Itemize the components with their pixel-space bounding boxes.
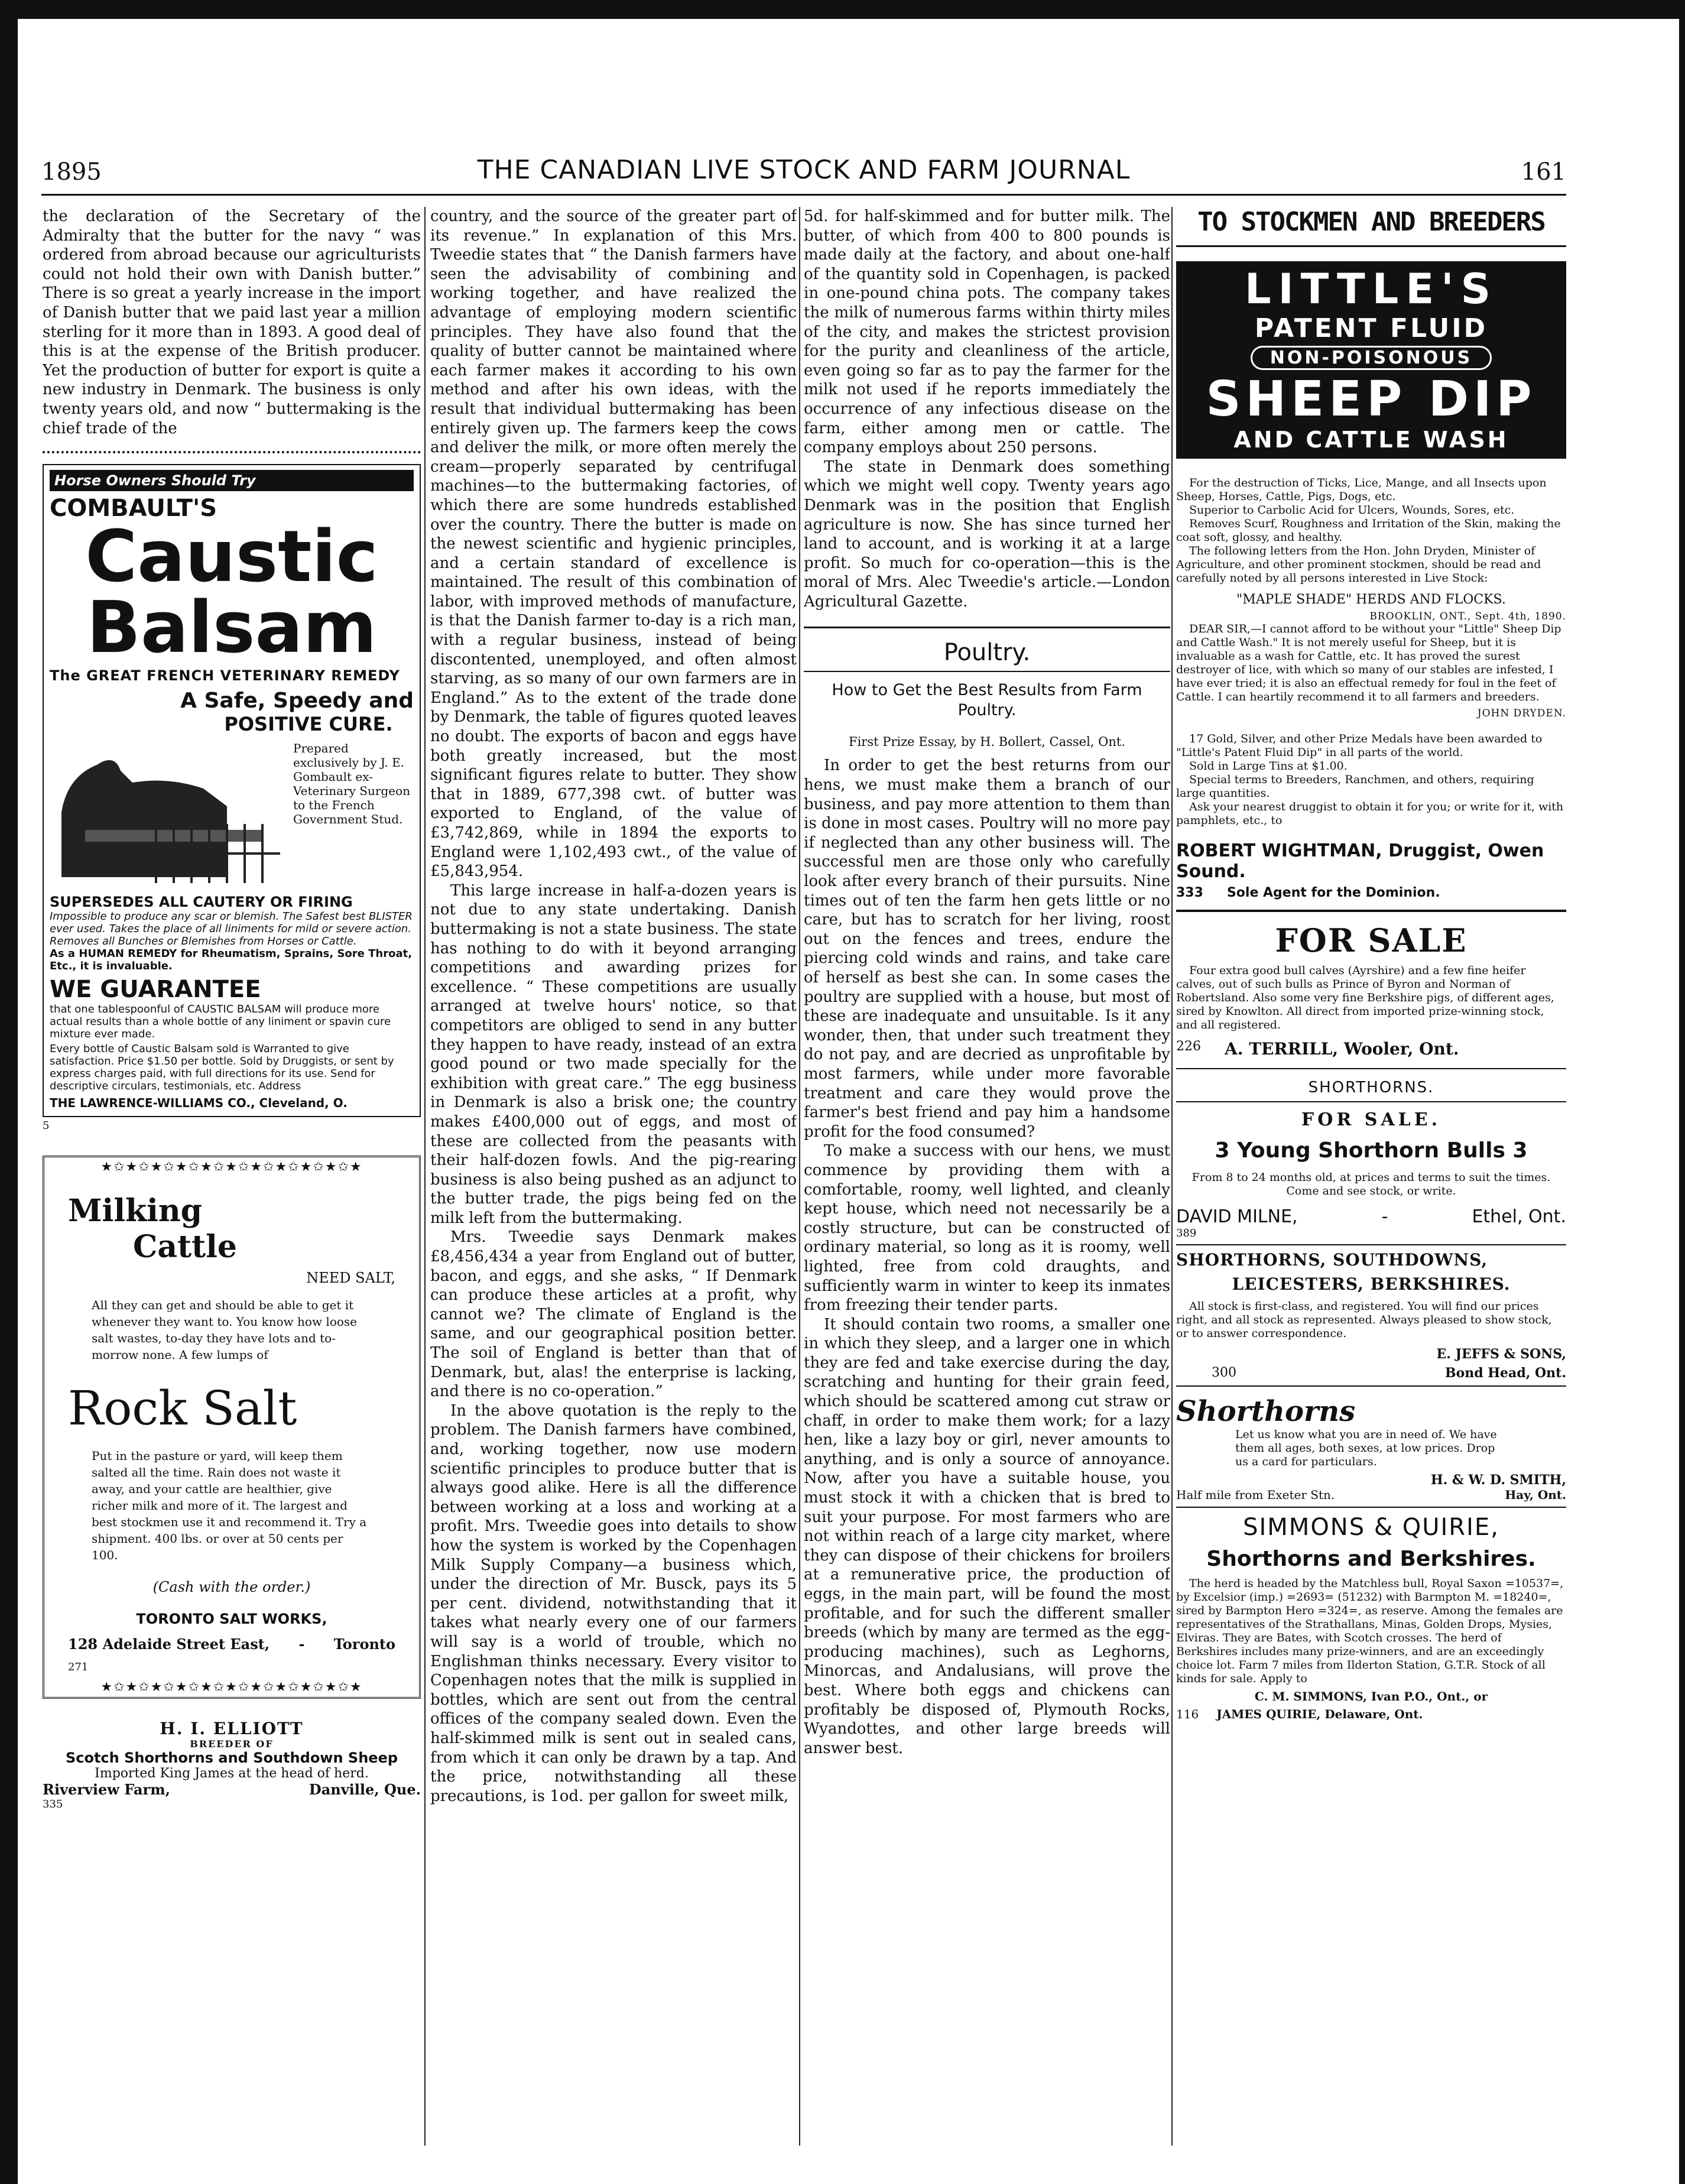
ad-agent: ROBERT WIGHTMAN, Druggist, Owen Sound.	[1176, 841, 1544, 882]
letter-heading: "MAPLE SHADE" HERDS AND FLOCKS.	[1236, 592, 1506, 607]
letter-signature: JOHN DRYDEN.	[1477, 708, 1566, 719]
ad-headline: 3 Young Shorthorn Bulls 3	[1215, 1138, 1528, 1163]
ad-copy: The herd is headed by the Matchless bull, Royal Saxon =10537=, by Excelsior (imp.) =2693= (51232) with Barmpton M. =18240=, sired by Barmpton Hero =324=, as reserve. Among the females are representatives of the Strathallans, Minas, Golden Drops, Mysies, Elviras. They are Bates, with Scotch crosses. The herd of Berkshires includes many prize-winners, and are an exceedingly choice lot. Farm 7 miles from Ilderton Station, G.T.R. Stock of all kinds for sale. Apply to	[1176, 1577, 1564, 1685]
paragraph: The state in Denmark does something which we might well copy. Twenty years ago Denmark was in the position that English agriculture is now. She has since turned her land to account, and is working it at a large profit. So much for co-operation—this is the moral of Mrs. Alec Tweedie's article.—London Agricultural Gazette.	[804, 457, 1170, 611]
divider	[1176, 1507, 1566, 1508]
ad-copy: Special terms to Breeders, Ranchmen, and others, requiring large quantities.	[1176, 773, 1534, 800]
ad-copy: All they can get and should be able to get it whenever they want to. You know how loose salt wastes, to-day they have lots and to-morrow none. A few lumps of	[92, 1298, 358, 1362]
ad-copy: Every bottle of Caustic Balsam sold is Warranted to give satisfaction. Price $1.50 per bottle. Sold by Druggists, or sent by express charges paid, with full directions for its use. Send for descriptive circulars, testimonials, etc. Address	[50, 1043, 394, 1093]
ad-signature: E. JEFFS & SONS,	[1436, 1346, 1566, 1362]
ad-supersedes: SUPERSEDES ALL CAUTERY OR FIRING	[50, 894, 353, 911]
ad-copy: Impossible to produce any scar or blemish. The Safest best BLISTER ever used. Takes the place of all liniments for mild or severe action. Removes all Bunches or Blemishes from Horses or Cattle.	[50, 910, 413, 948]
ad-number: 333	[1176, 885, 1203, 900]
ad-headline: LEICESTERS, BERKSHIRES.	[1232, 1274, 1511, 1294]
star-border: ★✩★✩★✩★✩★✩★✩★✩★✩★✩★✩★	[100, 1680, 363, 1695]
article-continuation	[43, 207, 421, 438]
paragraph: It should contain two rooms, a smaller one in which they sleep, and a larger one in which they are fed and take exercise during the day, scratching and hunting for their grain feed, which should be scattered among cut straw or chaff, in order to make them work; for a lazy hen, like a lazy boy or girl, never amounts to anything, and is only a source of annoyance. Now, after you have a suitable house, you must stock it with a chicken that is bred to suit your purpose. For most farmers who are not within reach of a large city market, where they can dispose of their chickens for broilers at a remunerative price, the production of eggs, in the main part, will be found the most profitable, and for such the different smaller breeds (which by many are termed as the egg-producing machines), such as Leghorns, Minorcas, and Andalusians, will prove the best. Where both eggs and chickens can profitably be disposed of, Plymouth Rocks, Wyandottes, and other large breeds will answer best.	[804, 1315, 1170, 1757]
section-rule	[804, 627, 1170, 628]
header-rule	[41, 194, 1566, 196]
ad-terms: (Cash with the order.)	[152, 1579, 311, 1596]
ad-copy: Put in the pasture or yard, will keep them salted all the time. Rain does not waste it away, and your cattle are healthier, give richer milk and more of it. The largest and best stockmen use it and recommend it. Try a shipment. 400 lbs. or over at 50 cents per 100.	[92, 1449, 367, 1563]
horse-illustration-row	[50, 741, 414, 889]
ad-address: THE LAWRENCE-WILLIAMS CO., Cleveland, O.	[50, 1096, 348, 1111]
ad-signature: DAVID MILNE,	[1176, 1206, 1298, 1227]
banner-line: SHEEP DIP	[1206, 371, 1537, 427]
paragraph: This large increase in half-a-dozen years is not due to any state undertaking. Danish buttermaking is not a state business. The state has nothing to do with it beyond arranging competitions and awarding prizes for excellence. “ These competitions are usually arranged at twelve hours' notice, so that competitors are obliged to send in any butter they happen to have ready, instead of an extra good pound or two made specially for the exhibition with great care.” The egg business in Denmark is also a brisk one; the country makes £400,000 out of eggs, and most of these are collected from the peasants with their half-dozen fowls. And the pig-rearing business is also being pushed as an adjunct to the butter trade, the pigs being fed on the milk left from the buttermaking.	[430, 881, 797, 1227]
ad-number: 226	[1176, 1039, 1201, 1054]
article-title: How to Get the Best Results from Farm Poultry.	[832, 681, 1142, 720]
ad-number: 335	[43, 1798, 63, 1811]
page-year: 1895	[41, 158, 102, 186]
ad-town: Ethel, Ont.	[1472, 1206, 1566, 1227]
page-header	[41, 155, 1566, 192]
ad-copy: that one tablespoonful of CAUSTIC BALSAM will produce more actual results than a whole bottle of any liniment or spavin cure mixture ever made.	[50, 1003, 391, 1041]
ad-copy: Let us know what you are in need of. We have them all ages, both sexes, at low prices. Drop us a card for particulars.	[1235, 1428, 1497, 1468]
ad-signature-line	[1176, 1488, 1566, 1502]
ad-signature: JAMES QUIRIE, Delaware, Ont.	[1216, 1707, 1423, 1721]
column-divider	[424, 207, 426, 2146]
sheep-dip-banner	[1176, 261, 1566, 459]
section-rule	[804, 671, 1170, 672]
paragraph: In order to get the best returns from our hens, we must make them a branch of our business, and pay more attention to them than is done in most cases. Poultry will no more pay if neglected than any other business will. The successful men are those only who carefully look after every branch of their pursuits. Nine times out of ten the farm hen gets little or no care, but has to scratch for her living, roost out on the fences and trees, endure the piercing cold winds and rains, and take care of herself as best she can. In some cases the poultry are supplied with a house, but most of these are inadequate and unsuitable. Is it any wonder, then, that under such treatment they do not pay, and are decried as unprofitable by most farmers, while under more favorable treatment and care they would prove the farmer's best friend and pay him a handsome profit for the food consumed?	[804, 757, 1170, 1141]
ad-signature: A. TERRILL, Wooler, Ont.	[1225, 1039, 1459, 1059]
elliott-ad	[43, 1719, 421, 1810]
divider	[1176, 1101, 1566, 1102]
ad-copy: 17 Gold, Silver, and other Prize Medals have been awarded to "Little's Patent Fluid Dip" in all parts of the world.	[1176, 732, 1543, 759]
paragraph: country, and the source of the greater part of its revenue.” In explanation of this Mrs. Tweedie states that “ the Danish farmers have seen the advisability of combining and working together, and have realized the advantage of employing modern scientific principles. They have also found that the quality of butter cannot be maintained where each farmer makes it according to his own method and after his own ideas, with the result that individual buttermaking has been entirely given up. The farmers keep the cows and deliver the milk, or more often merely the cream—properly separated by centrifugal machines—to the buttermaking factories, of which there are some hundreds established over the country. There the butter is made on the newest scientific and hygienic principles, and a certain standard of excellence is maintained. The result of this combination of labor, with improved methods of manufacture, is that the Danish farmer to-day is a rich man, with a regular business, instead of being discontented, unemployed, and often almost starving, as so many of our own farmers are in England.” As to the extent of the trade done by Denmark, the table of figures quoted leaves no doubt. The exports of bacon and eggs have both greatly increased, but the most significant figures relate to butter. They show that in 1889, 677,398 cwt. of butter was exported to England, of the value of £3,742,869, while in 1894 the exports to England were 1,102,493 cwt., of the value of £5,843,954.	[430, 207, 797, 881]
ad-prepared: Prepared exclusively by J. E. Gombault ex-Veterinary Surgeon to the French Government Stud.	[293, 741, 410, 827]
ad-town: Hay, Ont.	[1505, 1488, 1566, 1502]
column-3	[804, 207, 1170, 2146]
ad-street: 128 Adelaide Street East,	[68, 1635, 270, 1653]
ad-copy: All stock is first-class, and registered. You will find our prices right, and all stock as represented. Always pleased to show stock, or to answer correspondence.	[1176, 1300, 1552, 1340]
ad-guarantee: WE GUARANTEE	[50, 976, 261, 1004]
scan-border-left	[0, 0, 18, 2184]
page-number: 161	[1521, 158, 1566, 186]
ad-headline: Balsam	[86, 587, 377, 670]
column-4	[1176, 207, 1566, 2146]
ad-signature: C. M. SIMMONS, Ivan P.O., Ont., or	[1254, 1689, 1488, 1703]
ad-location	[43, 1781, 421, 1798]
ad-copy: Four extra good bull calves (Ayrshire) and a few fine heifer calves, out of such bulls as Prince of Byron and Norman of Robertsland. Also some very fine Berkshire pigs, of different ages, sired by Knowlton. All direct from imported prize-winning stock, and all registered.	[1176, 964, 1554, 1031]
ad-number: 116	[1176, 1707, 1199, 1721]
banner-line: LITTLE'S	[1244, 265, 1498, 313]
divider	[1176, 910, 1566, 912]
journal-title: THE CANADIAN LIVE STOCK AND FARM JOURNAL	[477, 155, 1131, 185]
letter-dateline: BROOKLIN, ONT., Sept. 4th, 1890.	[1369, 611, 1566, 622]
horse-illustration	[50, 741, 286, 889]
ad-sole-agent: Sole Agent for the Dominion.	[1226, 885, 1440, 900]
for-sale-heading: FOR SALE	[1275, 921, 1468, 959]
ad-copy: Ask your nearest druggist to obtain it for you; or write for it, with pamphlets, etc., to	[1176, 800, 1564, 827]
ad-signature-line	[1176, 1039, 1566, 1059]
ad-copy: Imported King James at the head of herd.	[95, 1766, 369, 1781]
ad-headline: Caustic	[85, 516, 378, 599]
ad-town: Danville, Que.	[309, 1781, 421, 1799]
ad-copy: As a HUMAN REMEDY for Rheumatism, Sprains, Sore Throat, Etc., it is invaluable.	[50, 947, 413, 973]
ad-copy: The following letters from the Hon. John Dryden, Minister of Agriculture, and other prominent stockmen, should be read and carefully noted by all persons interested in Live Stock:	[1176, 544, 1541, 585]
ad-stock: Scotch Shorthorns and Southdown Sheep	[65, 1750, 398, 1767]
ad-agent-line	[1176, 885, 1566, 900]
article-body	[804, 207, 1170, 611]
ad-heading: TO STOCKMEN AND BREEDERS	[1176, 207, 1566, 247]
ad-copy: From 8 to 24 months old, at prices and terms to suit the times. Come and see stock, or write.	[1191, 1171, 1551, 1198]
ad-copy: Superior to Carbolic Acid for Ulcers, Wounds, Sores, etc.	[1189, 504, 1515, 517]
rock-salt-ad	[43, 1156, 421, 1699]
ad-headline: Milking	[68, 1193, 203, 1229]
ad-location: Half mile from Exeter Stn.	[1176, 1488, 1335, 1502]
letter-body: DEAR SIR,—I cannot afford to be without your "Little" Sheep Dip and Cattle Wash." It is not merely useful for Sheep, but it is invaluable as a wash for Cattle, etc. It has proved the surest destroyer of lice, with which so many of our stables are infested, I have ever tried; it is also an effectual remedy for foul in the feet of Cattle. I can heartily recommend it to all farmers and breeders.	[1176, 622, 1561, 703]
ad-headline: Cattle	[133, 1229, 237, 1265]
ad-copy: Removes Scurf, Roughness and Irritation of the Skin, making the coat soft, glossy, and healthy.	[1176, 517, 1561, 544]
banner-line: AND CATTLE WASH	[1233, 427, 1509, 453]
divider	[1176, 1385, 1566, 1387]
article-byline: First Prize Essay, by H. Bollert, Cassel, Ont.	[849, 735, 1125, 749]
for-sale-heading: FOR SALE.	[1301, 1109, 1441, 1130]
ad-address: 128 Adelaide Street East, - Toronto	[68, 1635, 395, 1653]
ad-signature-line	[1176, 1707, 1566, 1721]
section-title: Poultry.	[943, 639, 1031, 667]
ad-signature-line	[1176, 1365, 1566, 1381]
ad-subhead: NEED SALT,	[306, 1270, 395, 1287]
ad-brand: COMBAULT'S	[50, 495, 217, 523]
ad-kicker: Horse Owners Should Try	[50, 470, 414, 491]
paragraph: In the above quotation is the reply to the problem. The Danish farmers have combined, and, working together, now use modern scientific principles to produce butter that is always good alike. Here is all the difference between working at a loss and working at a profit. Mrs. Tweedie goes into details to show how the system is worked by the Copenhagen Milk Supply Company—a business which, under the direction of Mr. Busck, pays its 5 per cent. dividend, notwithstanding that it takes what nearly every one of our farmers will say is a world of trouble, which no Englishman thinks necessary. Every visitor to Copenhagen notes that the milk is supplied in bottles, which are sent out from the central offices of the company sealed down. Even the half-skimmed milk is sent out in sealed cans, from which it can only be drawn by a tap. And the price, notwithstanding all these precautions, is 1od. per gallon for sweet milk,	[430, 1401, 797, 1805]
paragraph: 5d. for half-skimmed and for butter milk. The butter, of which from 400 to 800 pounds is made daily at the factory, and about one-half of the quantity sold in Copenhagen, is packed in one-pound china pots. The company takes the milk of numerous farms within thirty miles of the city, and makes the strictest provision for the purity and cleanliness of the article, even going so far as to pay the farmer for the milk not used if he reports immediately the occurrence of any infectious disease on the farm, either among men or cattle. The company employs about 250 persons.	[804, 207, 1170, 457]
ad-separator: -	[1381, 1206, 1388, 1227]
article-body	[430, 207, 797, 1806]
column-1	[43, 207, 421, 2146]
divider	[43, 445, 421, 453]
paragraph: Mrs. Tweedie says Denmark makes £8,456,434 a year from England out of butter, bacon, and eggs, and she asks, “ If Denmark can produce these articles at a profit, why cannot we? The climate of England is the same, and our geographical position better. The soil of England is better than that of Denmark, but, alas! the enterprise is lacking, and there is no co-operation.”	[430, 1228, 797, 1401]
ad-copy: For the destruction of Ticks, Lice, Mange, and all Insects upon Sheep, Horses, Cattle, Pigs, Dogs, etc.	[1176, 476, 1547, 503]
ad-town: Bond Head, Ont.	[1444, 1365, 1566, 1381]
ad-heading: SHORTHORNS.	[1308, 1079, 1434, 1096]
scan-border-top	[0, 0, 1685, 19]
star-border: ★✩★✩★✩★✩★✩★✩★✩★✩★✩★✩★	[100, 1160, 363, 1175]
ad-subtitle: The GREAT FRENCH VETERINARY REMEDY	[50, 667, 400, 684]
ad-headline: SIMMONS & QUIRIE,	[1243, 1514, 1499, 1541]
paragraph: the declaration of the Secretary of the Admiralty that the butter for the navy “ was ordered from abroad because our agriculturists could not hold their own with Danish butter.” There is so great a yearly increase in the import of Danish butter that we paid last year a million sterling for it more than in 1893. A good deal of this is at the expense of the British producer. Yet the production of butter for export is quite a new industry in Denmark. The business is only twenty years old, and now “ buttermaking is the chief trade of the	[43, 207, 421, 437]
ad-number: 389	[1176, 1227, 1197, 1239]
ad-headline: Shorthorns	[1176, 1395, 1356, 1428]
column-divider	[799, 207, 800, 2146]
banner-line: NON-POISONOUS	[1251, 346, 1492, 370]
ad-headline: Rock Salt	[68, 1381, 297, 1436]
ad-label: BREEDER OF	[190, 1738, 274, 1750]
ad-number: 271	[68, 1661, 89, 1674]
ad-signature: H. & W. D. SMITH,	[1430, 1472, 1566, 1488]
ad-farm: Riverview Farm,	[43, 1781, 170, 1799]
ad-tagline: A Safe, Speedy and	[180, 689, 414, 713]
article-body	[804, 756, 1170, 1758]
ad-company: TORONTO SALT WORKS,	[136, 1611, 327, 1628]
ad-number: 300	[1212, 1365, 1236, 1380]
ad-copy: Sold in Large Tins at $1.00.	[1189, 760, 1348, 773]
ad-number: 5	[43, 1119, 50, 1132]
ad-name: H. I. ELLIOTT	[160, 1719, 304, 1739]
column-2	[430, 207, 797, 2146]
ad-headline: Shorthorns and Berkshires.	[1206, 1547, 1536, 1571]
divider	[1176, 1244, 1566, 1245]
paragraph: To make a success with our hens, we must commence by providing them with a comfortable, roomy, well lighted, and cleanly kept house, which need not necessarily be a costly structure, but can be constructed of ordinary material, so long as it is roomy, well lighted, free from cold draughts, and sufficiently warm in winter to keep its inmates from freezing their tender parts.	[804, 1142, 1170, 1315]
ad-signature-line	[1176, 1206, 1566, 1227]
banner-line: PATENT FLUID	[1254, 313, 1488, 343]
column-divider	[1171, 207, 1173, 2146]
divider	[1176, 1068, 1566, 1069]
ad-city: Toronto	[333, 1635, 395, 1653]
caustic-balsam-ad	[43, 464, 421, 1117]
scan-border-right	[1679, 0, 1685, 2184]
ad-headline: SHORTHORNS, SOUTHDOWNS,	[1176, 1250, 1488, 1270]
ad-tagline: POSITIVE CURE.	[224, 713, 393, 736]
